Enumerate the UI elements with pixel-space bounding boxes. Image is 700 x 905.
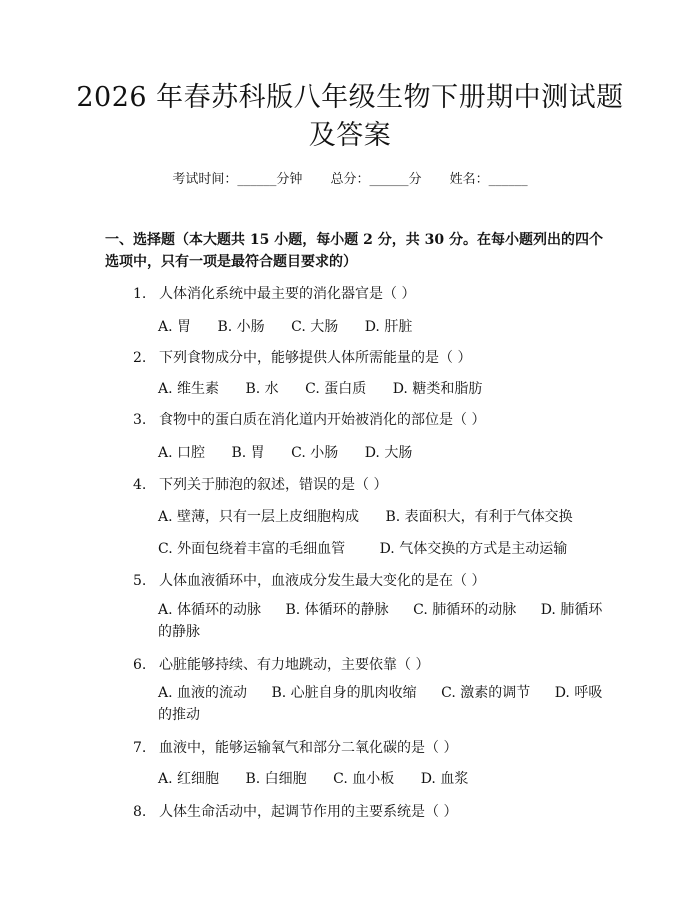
question-5 xyxy=(133,570,485,590)
option-b: B. 表面积大，有利于气体交换 xyxy=(385,509,573,525)
option-d: D. 糖类和脂肪 xyxy=(392,381,483,397)
question-2 xyxy=(133,347,471,367)
question-3 xyxy=(133,409,485,429)
question-7-options xyxy=(158,768,490,788)
option-c: C. 大肠 xyxy=(291,319,339,335)
option-c: C. 小肠 xyxy=(291,445,339,461)
question-number: 7. xyxy=(133,740,147,756)
option-c: C. 外面包绕着丰富的毛细血管 xyxy=(158,541,346,557)
option-b: B. 体循环的静脉 xyxy=(285,602,389,618)
option-d: D. 气体交换的方式是主动运输 xyxy=(379,541,568,557)
option-a: A. 血液的流动 xyxy=(158,685,248,701)
option-b: B. 胃 xyxy=(231,445,265,461)
question-number: 5. xyxy=(133,573,147,589)
exam-time-field: 考试时间：______分钟 xyxy=(172,172,303,187)
question-number: 4. xyxy=(133,477,147,493)
option-d: D. 血浆 xyxy=(420,771,469,787)
question-number: 3. xyxy=(133,412,147,428)
option-d: D. 肝脏 xyxy=(364,319,413,335)
question-text: 人体血液循环中，血液成分发生最大变化的是在（ ） xyxy=(159,573,486,589)
question-2-options xyxy=(158,378,504,398)
question-number: 2. xyxy=(133,350,147,366)
question-text: 下列关于肺泡的叙述，错误的是（ ） xyxy=(159,477,388,493)
page-title-line-1: 2026 年春苏科版八年级生物下册期中测试题 xyxy=(76,82,624,113)
question-text: 下列食物成分中，能够提供人体所需能量的是（ ） xyxy=(159,350,472,366)
question-4-options-row-1 xyxy=(158,506,595,526)
section-heading: 一、选择题（本大题共 15 小题，每小题 2 分，共 30 分。在每小题列出的四个选项中，只有一项是最符合题目要求的） xyxy=(105,232,603,270)
option-a: A. 壁薄，只有一层上皮细胞构成 xyxy=(158,509,360,525)
option-d: D. 呼吸的推动 xyxy=(158,685,603,723)
option-c: C. 激素的调节 xyxy=(441,685,531,701)
question-number: 8. xyxy=(133,804,147,820)
question-3-options xyxy=(158,442,434,462)
option-b: B. 心脏自身的肌肉收缩 xyxy=(271,685,417,701)
option-a: A. 口腔 xyxy=(158,445,206,461)
question-4 xyxy=(133,474,387,494)
question-text: 人体消化系统中最主要的消化器官是（ ） xyxy=(159,286,416,302)
question-text: 人体生命活动中，起调节作用的主要系统是（ ） xyxy=(159,804,458,820)
exam-meta xyxy=(0,168,700,187)
option-d: D. 肺循环的静脉 xyxy=(158,602,603,640)
option-c: C. 血小板 xyxy=(333,771,395,787)
question-text: 血液中，能够运输氧气和部分二氧化碳的是（ ） xyxy=(159,740,458,756)
question-6-options xyxy=(105,682,605,726)
question-4-options-row-2 xyxy=(158,538,589,558)
option-b: B. 水 xyxy=(245,381,279,397)
question-text: 食物中的蛋白质在消化道内开始被消化的部位是（ ） xyxy=(159,412,486,428)
question-number: 6. xyxy=(133,657,147,673)
question-7 xyxy=(133,737,457,757)
option-a: A. 红细胞 xyxy=(158,771,220,787)
option-d: D. 大肠 xyxy=(364,445,413,461)
question-5-options xyxy=(105,599,605,643)
question-1 xyxy=(133,283,415,303)
question-6 xyxy=(133,654,429,674)
option-b: B. 小肠 xyxy=(217,319,265,335)
total-score-field: 总分：______分 xyxy=(330,172,422,187)
option-a: A. 胃 xyxy=(158,319,192,335)
option-c: C. 蛋白质 xyxy=(305,381,367,397)
question-number: 1. xyxy=(133,286,147,302)
option-b: B. 白细胞 xyxy=(245,771,307,787)
option-a: A. 维生素 xyxy=(158,381,220,397)
question-1-options xyxy=(158,316,434,336)
option-a: A. 体循环的动脉 xyxy=(158,602,262,618)
option-c: C. 肺循环的动脉 xyxy=(413,602,517,618)
question-8 xyxy=(133,801,457,821)
question-text: 心脏能够持续、有力地跳动，主要依靠（ ） xyxy=(159,657,430,673)
page-title-line-2: 及答案 xyxy=(308,120,392,151)
student-name-field: 姓名：______ xyxy=(449,172,528,187)
